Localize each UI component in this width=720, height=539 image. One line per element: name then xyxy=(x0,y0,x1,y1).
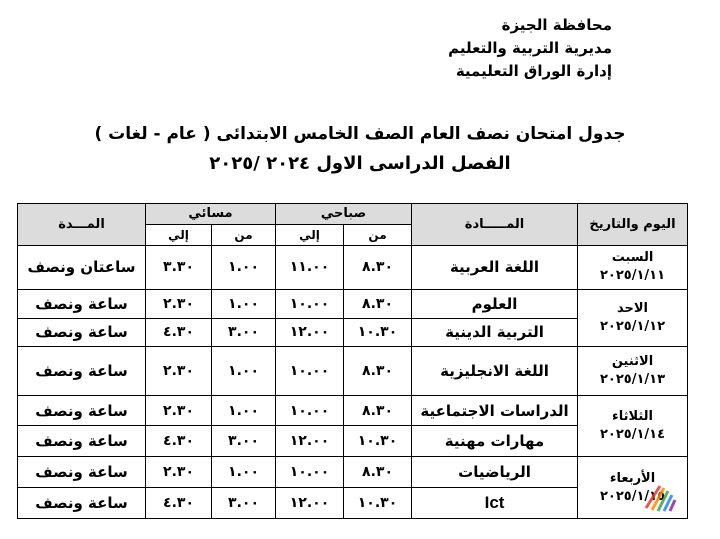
morning-from-cell: ٨.٣٠ xyxy=(344,245,412,289)
header-morning-from: من xyxy=(344,224,412,245)
subject-cell: مهارات مهنية xyxy=(412,426,578,457)
morning-from-cell: ١٠.٣٠ xyxy=(344,426,412,457)
header-duration: المـــدة xyxy=(18,204,146,246)
morning-from-cell: ٨.٣٠ xyxy=(344,395,412,426)
evening-from-cell: ٣.٠٠ xyxy=(212,426,276,457)
duration-cell: ساعة ونصف xyxy=(18,488,146,519)
day-name: الأربعاء xyxy=(609,470,656,486)
evening-to-cell: ٢.٣٠ xyxy=(146,457,212,488)
duration-cell: ساعة ونصف xyxy=(18,289,146,318)
day-name: الثلاثاء xyxy=(612,408,653,424)
morning-to-cell: ١٢.٠٠ xyxy=(276,318,344,347)
evening-to-cell: ٤.٣٠ xyxy=(146,488,212,519)
table-row xyxy=(18,457,688,488)
table-row xyxy=(18,347,688,395)
exam-schedule-table xyxy=(17,203,688,519)
evening-from-cell: ١.٠٠ xyxy=(212,289,276,318)
issuer-header xyxy=(448,14,612,83)
evening-to-cell: ٢.٣٠ xyxy=(146,289,212,318)
day-date: ٢٠٢٥/١/١١ xyxy=(599,268,666,284)
subject-cell: اللغة الانجليزية xyxy=(412,347,578,395)
day-cell xyxy=(578,245,688,289)
duration-cell: ساعة ونصف xyxy=(18,426,146,457)
watermark-logo-icon xyxy=(640,478,680,518)
evening-from-cell: ١.٠٠ xyxy=(212,245,276,289)
day-name: السبت xyxy=(611,250,654,266)
morning-to-cell: ١٢.٠٠ xyxy=(276,426,344,457)
morning-from-cell: ١٠.٣٠ xyxy=(344,318,412,347)
governorate-name: محافظة الجيزة xyxy=(501,16,612,34)
evening-to-cell: ٢.٣٠ xyxy=(146,347,212,395)
header-subject: المـــــادة xyxy=(412,204,578,246)
duration-cell: ساعة ونصف xyxy=(18,318,146,347)
evening-from-cell: ١.٠٠ xyxy=(212,347,276,395)
duration-cell: ساعتان ونصف xyxy=(18,245,146,289)
header-evening-from: من xyxy=(212,224,276,245)
morning-from-cell: ١٠.٣٠ xyxy=(344,488,412,519)
evening-from-cell: ٣.٠٠ xyxy=(212,488,276,519)
day-cell xyxy=(578,347,688,395)
day-date: ٢٠٢٥/١/١٥ xyxy=(599,488,666,504)
day-cell xyxy=(578,289,688,346)
evening-from-cell: ١.٠٠ xyxy=(212,395,276,426)
header-day-date: اليوم والتاريخ xyxy=(578,204,688,246)
header-morning-to: إلي xyxy=(276,224,344,245)
schedule-title: جدول امتحان نصف العام الصف الخامس الابتدائى ( عام - لغات ) xyxy=(94,124,626,144)
header-evening-to: إلي xyxy=(146,224,212,245)
subject-cell: Ict xyxy=(412,488,578,519)
morning-from-cell: ٨.٣٠ xyxy=(344,457,412,488)
semester-title: الفصل الدراسى الاول ٢٠٢٤ /٢٠٢٥ xyxy=(209,153,511,174)
day-cell xyxy=(578,395,688,457)
subject-cell: الدراسات الاجتماعية xyxy=(412,395,578,426)
subject-cell: العلوم xyxy=(412,289,578,318)
day-date: ٢٠٢٥/١/١٣ xyxy=(599,371,666,387)
evening-from-cell: ١.٠٠ xyxy=(212,457,276,488)
morning-to-cell: ١٠.٠٠ xyxy=(276,289,344,318)
subject-cell: التربية الدينية xyxy=(412,318,578,347)
morning-from-cell: ٨.٣٠ xyxy=(344,347,412,395)
table-row xyxy=(18,245,688,289)
table-row xyxy=(18,395,688,426)
table-row xyxy=(18,289,688,318)
day-name: الاثنين xyxy=(611,353,654,369)
evening-to-cell: ٢.٣٠ xyxy=(146,395,212,426)
morning-from-cell: ٨.٣٠ xyxy=(344,289,412,318)
evening-to-cell: ٤.٣٠ xyxy=(146,318,212,347)
morning-to-cell: ١٠.٠٠ xyxy=(276,347,344,395)
day-date: ٢٠٢٥/١/١٢ xyxy=(599,319,666,335)
day-name: الاحد xyxy=(617,301,649,317)
header-morning: صباحي xyxy=(276,204,412,225)
morning-to-cell: ١٢.٠٠ xyxy=(276,488,344,519)
morning-to-cell: ١٠.٠٠ xyxy=(276,457,344,488)
evening-from-cell: ٣.٠٠ xyxy=(212,318,276,347)
subject-cell: الرياضيات xyxy=(412,457,578,488)
evening-to-cell: ٣.٣٠ xyxy=(146,245,212,289)
administration-name: إدارة الوراق التعليمية xyxy=(455,62,612,80)
header-evening: مسائي xyxy=(146,204,276,225)
duration-cell: ساعة ونصف xyxy=(18,347,146,395)
morning-to-cell: ١١.٠٠ xyxy=(276,245,344,289)
directorate-name: مديرية التربية والتعليم xyxy=(448,39,612,57)
day-date: ٢٠٢٥/١/١٤ xyxy=(599,426,666,442)
duration-cell: ساعة ونصف xyxy=(18,457,146,488)
subject-cell: اللغة العربية xyxy=(412,245,578,289)
duration-cell: ساعة ونصف xyxy=(18,395,146,426)
morning-to-cell: ١٠.٠٠ xyxy=(276,395,344,426)
evening-to-cell: ٤.٣٠ xyxy=(146,426,212,457)
